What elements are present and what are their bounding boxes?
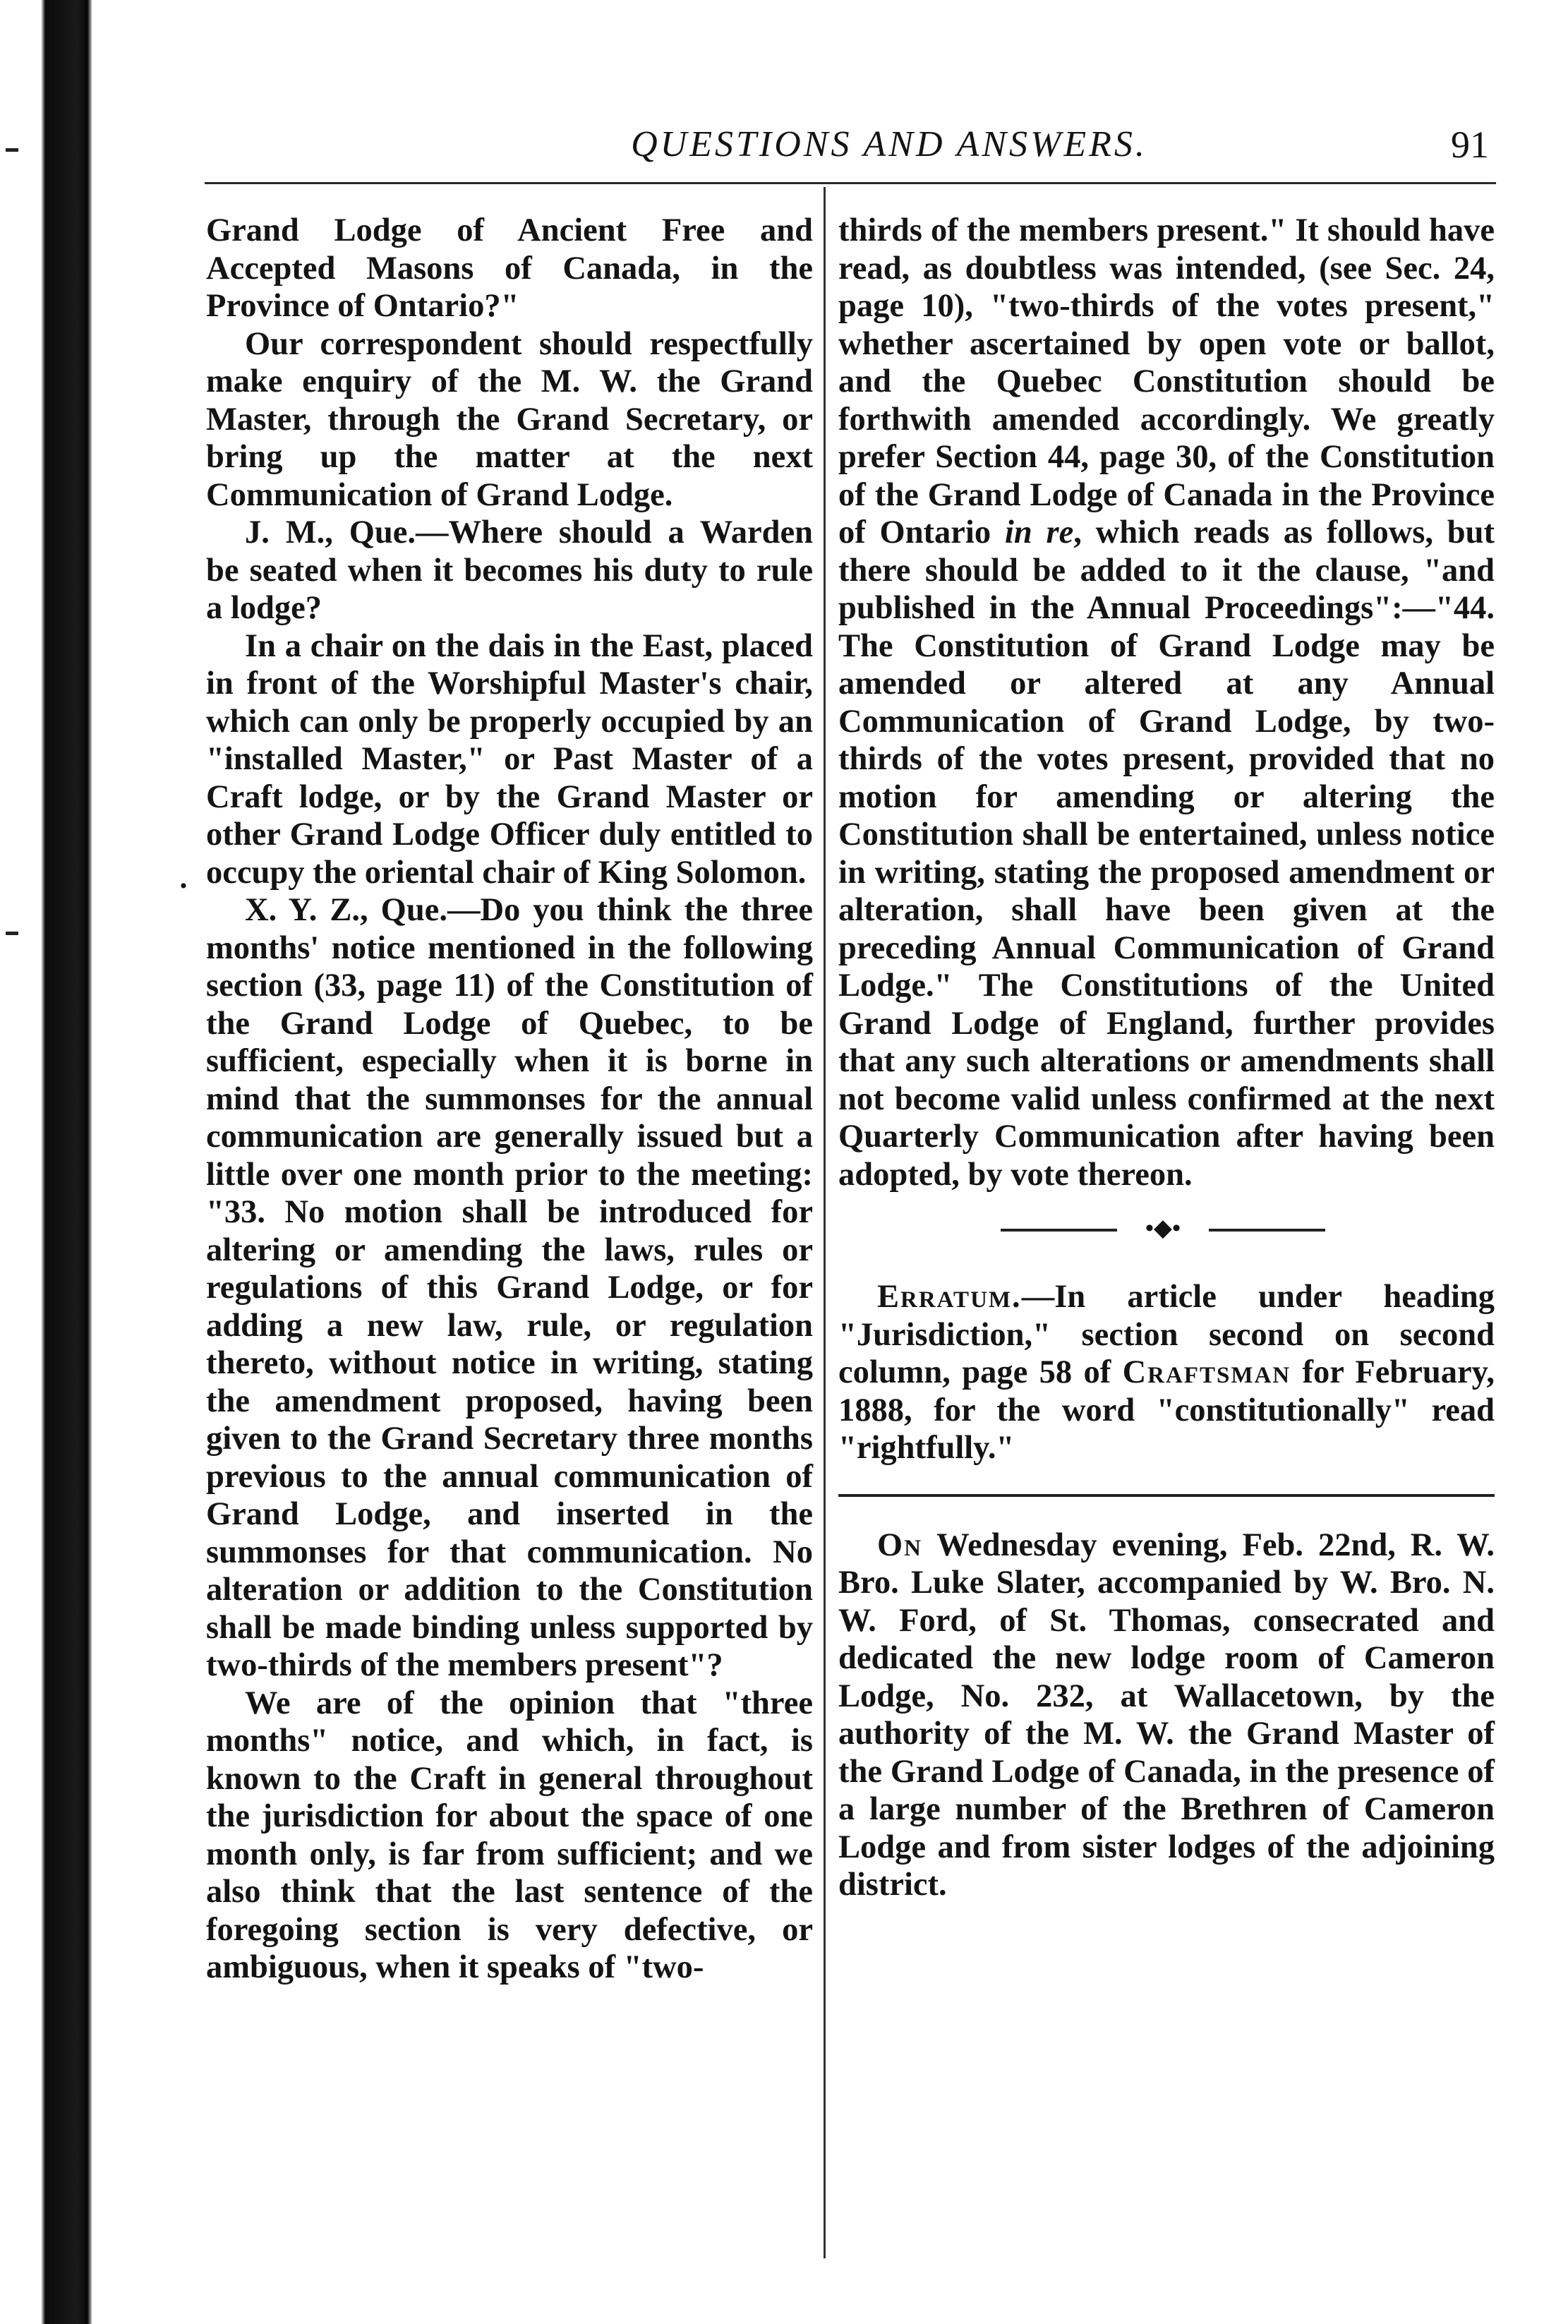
ornament-glyph: •◆• xyxy=(1117,1213,1209,1244)
paragraph-answer-continuation xyxy=(838,212,1495,1193)
erratum-label: Erratum. xyxy=(877,1279,1022,1315)
margin-mark: · xyxy=(176,862,191,909)
latin-phrase: in re xyxy=(1004,514,1074,550)
answer-text: , which reads as follows, but there should be added to it the clause, "and published in the Annual Proceedings":—"44. The Constitution of Grand Lodge may be amended or altered at any Annual Communication of Grand Lodge, by two-thirds of the votes present, provided that no motion for amending or altering the Constitution shall be entertained, unless notice in writing, stating the proposed amendment or alteration, shall have been given at the preceding Annual Communication of Grand Lodge." The Constitutions of the United Grand Lodge of England, further provides that any such alterations or amendments shall not become valid unless confirmed at the next Quarterly Communication after having been adopted, by vote thereon. xyxy=(838,514,1495,1193)
page-header xyxy=(205,120,1489,176)
news-paragraph xyxy=(838,1527,1495,1904)
page-binding-edge xyxy=(0,0,92,2324)
paragraph-question-continuation: Grand Lodge of Ancient Free and Accepted Masons of Canada, in the Province of Ontario?" xyxy=(206,212,813,324)
page-number: 91 xyxy=(1451,124,1489,166)
erratum-text: for February, 1888, for the word "constitutionally" read "rightfully." xyxy=(838,1354,1495,1466)
publication-name: Craftsman xyxy=(1122,1354,1291,1390)
binding-mark xyxy=(6,148,18,152)
paragraph-answer: In a chair on the dais in the East, placed in front of the Worshipful Master's chair, which can only be properly occupied by an "installed Master," or Past Master of a Craft lodge, or by the Grand Master or other Grand Lodge Officer duly entitled to occupy the oriental chair of King Solomon. xyxy=(206,627,813,891)
column-divider xyxy=(824,187,826,2258)
erratum-paragraph xyxy=(838,1278,1495,1467)
paragraph-answer: Our correspondent should respectfully make enquiry of the M. W. the Grand Master, through the Grand Secretary, or bring up the matter at the next Communication of Grand Lodge. xyxy=(206,325,813,513)
running-head: QUESTIONS AND ANSWERS. xyxy=(631,124,1147,164)
binding-mark xyxy=(6,932,18,935)
paragraph-answer: We are of the opinion that "three months" notice, and which, in fact, is known to the Craft in general throughout the jurisdiction for about the space of one month only, is far from sufficient; and we also think that the last sentence of the foregoing section is very defective, or ambiguous, when it speaks of "two- xyxy=(206,1685,813,1985)
section-ornament xyxy=(838,1209,1495,1251)
news-text: Wednesday evening, Feb. 22nd, R. W. Bro. Luke Slater, accompanied by W. Bro. N. W. Ford, of St. Thomas, consecrated and dedicated the new lodge room of Cameron Lodge, No. 232, at Wallacetown, by the authority of the M. W. the Grand Master of the Grand Lodge of Canada, in the presence of a large number of the Brethren of Cameron Lodge and from sister lodges of the adjoining district. xyxy=(838,1527,1495,1903)
right-column xyxy=(838,212,1495,1904)
erratum-text: —In article under heading "Jurisdiction," section second on second column, page 58 of xyxy=(838,1279,1495,1390)
header-rule xyxy=(205,182,1496,184)
paragraph-question: X. Y. Z., Que.—Do you think the three months' notice mentioned in the following section (33, page 11) of the Constitution of the Grand Lodge of Quebec, to be sufficient, especially when it is borne in mind that the summonses for the annual communication are generally issued but a little over one month prior to the meeting: "33. No motion shall be introduced for altering or amending the laws, rules or regulations of this Grand Lodge, or for adding a new law, rule, or regulation thereto, without notice in writing, stating the amendment proposed, having been given to the Grand Secretary three months previous to the annual communication of Grand Lodge, and inserted in the summonses for that communication. No alteration or addition to the Constitution shall be made binding unless supported by two-thirds of the members present"? xyxy=(206,892,813,1683)
section-rule xyxy=(838,1494,1495,1497)
left-column xyxy=(206,212,813,1987)
answer-text: thirds of the members present." It should have read, as doubtless was intended, (see Sec. 24, page 10), "two-thirds of the votes present," whether ascertained by open vote or ballot, and the Quebec Constitution should be forthwith amended accordingly. We greatly prefer Section 44, page 30, of the Constitution of the Grand Lodge of Canada in the Province of Ontario xyxy=(838,212,1495,550)
paragraph-question: J. M., Que.—Where should a Warden be seated when it becomes his duty to rule a lodge? xyxy=(206,514,813,626)
news-lead-word: On xyxy=(877,1527,923,1563)
